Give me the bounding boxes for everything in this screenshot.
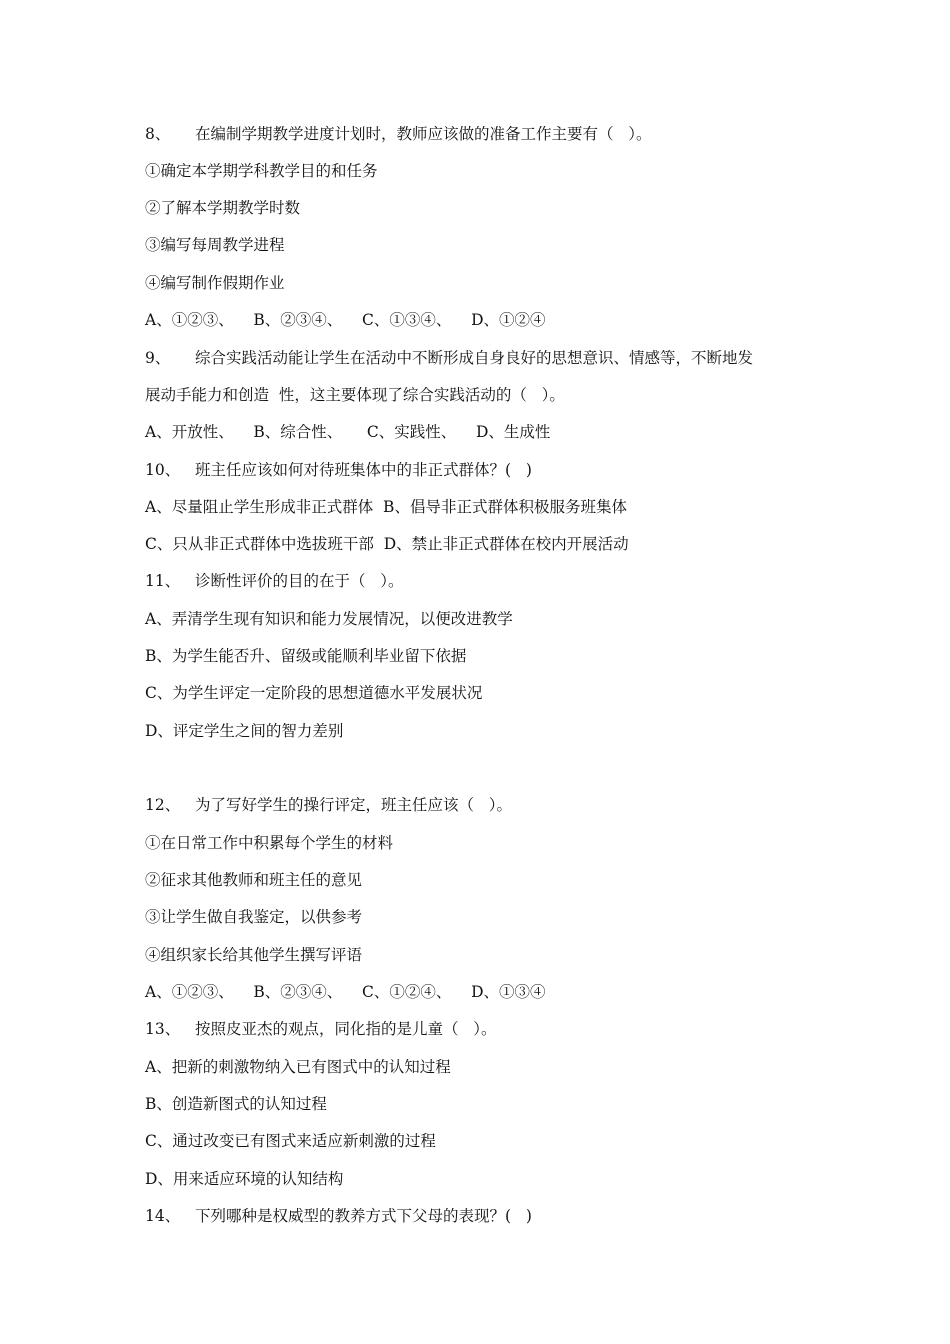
question-12-item-4: ④组织家长给其他学生撰写评语 bbox=[145, 946, 363, 964]
question-12-item-2: ②征求其他教师和班主任的意见 bbox=[145, 871, 363, 889]
question-10-stem: 10、 班主任应该如何对待班集体中的非正式群体？( ) bbox=[145, 461, 532, 479]
question-8-item-2: ②了解本学期教学时数 bbox=[145, 199, 301, 217]
question-12-item-1: ①在日常工作中积累每个学生的材料 bbox=[145, 834, 394, 852]
question-9-stem-continued: 展动手能力和创造 性，这主要体现了综合实践活动的（ ）。 bbox=[145, 386, 565, 404]
question-8-item-3: ③编写每周教学进程 bbox=[145, 236, 285, 254]
question-10-options-ab: A、尽量阻止学生形成非正式群体 B、倡导非正式群体积极服务班集体 bbox=[145, 498, 627, 516]
question-13-option-a: A、把新的刺激物纳入已有图式中的认知过程 bbox=[145, 1058, 451, 1076]
question-11-stem: 11、 诊断性评价的目的在于（ ）。 bbox=[145, 572, 404, 590]
question-13-option-d: D、用来适应环境的认知结构 bbox=[145, 1170, 344, 1188]
question-9-stem: 9、 综合实践活动能让学生在活动中不断形成自身良好的思想意识、情感等，不断地发 bbox=[145, 349, 753, 367]
question-14-stem: 14、 下列哪种是权威型的教养方式下父母的表现？( ) bbox=[145, 1207, 532, 1225]
question-13-option-b: B、创造新图式的认知过程 bbox=[145, 1095, 327, 1113]
question-8-item-1: ①确定本学期学科教学目的和任务 bbox=[145, 162, 378, 180]
question-13-option-c: C、通过改变已有图式来适应新刺激的过程 bbox=[145, 1132, 436, 1150]
question-8-stem: 8、 在编制学期教学进度计划时，教师应该做的准备工作主要有（ ）。 bbox=[145, 125, 652, 143]
question-12-item-3: ③让学生做自我鉴定，以供参考 bbox=[145, 908, 363, 926]
question-13-stem: 13、 按照皮亚杰的观点，同化指的是儿童（ ）。 bbox=[145, 1020, 497, 1038]
question-11-option-b: B、为学生能否升、留级或能顺利毕业留下依据 bbox=[145, 647, 467, 665]
question-12-options: A、①②③、 B、②③④、 C、①②④、 D、①③④ bbox=[145, 983, 546, 1001]
question-8-options: A、①②③、 B、②③④、 C、①③④、 D、①②④ bbox=[145, 311, 546, 329]
question-8-item-4: ④编写制作假期作业 bbox=[145, 274, 285, 292]
question-11-option-c: C、为学生评定一定阶段的思想道德水平发展状况 bbox=[145, 684, 483, 702]
question-10-options-cd: C、只从非正式群体中选拔班干部 D、禁止非正式群体在校内开展活动 bbox=[145, 535, 629, 553]
question-11-option-a: A、弄清学生现有知识和能力发展情况，以便改进教学 bbox=[145, 610, 513, 628]
question-12-stem: 12、 为了写好学生的操行评定，班主任应该（ ）。 bbox=[145, 796, 513, 814]
question-9-options: A、开放性、 B、综合性、 C、实践性、 D、生成性 bbox=[145, 423, 551, 441]
question-11-option-d: D、评定学生之间的智力差别 bbox=[145, 722, 344, 740]
